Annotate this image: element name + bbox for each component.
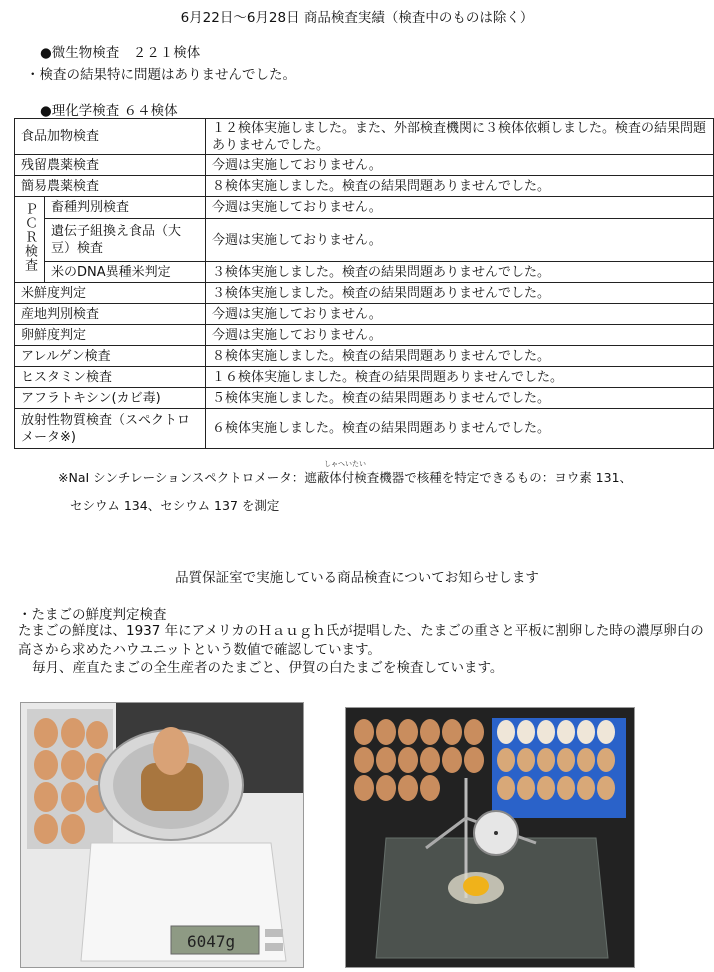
table-row bbox=[15, 197, 714, 219]
notice-subhead: ・たまごの鮮度判定検査 bbox=[18, 607, 167, 623]
row-result: ８検体実施しました。検査の結果問題ありませんでした。 bbox=[206, 176, 714, 197]
table-row bbox=[15, 325, 714, 346]
row-item: 食品加物検査 bbox=[15, 119, 206, 155]
row-result: ８検体実施しました。検査の結果問題ありませんでした。 bbox=[206, 346, 714, 367]
row-result: 今週は実施しておりません。 bbox=[206, 325, 714, 346]
row-item: アフラトキシン(カビ毒) bbox=[15, 388, 206, 409]
row-result: ５検体実施しました。検査の結果問題ありませんでした。 bbox=[206, 388, 714, 409]
table-row bbox=[15, 346, 714, 367]
micro-result: ・検査の結果特に問題はありませんでした。 bbox=[26, 67, 296, 83]
table-row bbox=[15, 219, 714, 262]
row-item: 残留農薬検査 bbox=[15, 155, 206, 176]
haugh-gauge-photo bbox=[345, 707, 635, 968]
table-row bbox=[15, 283, 714, 304]
row-result: 今週は実施しておりません。 bbox=[206, 219, 714, 262]
table-row bbox=[15, 262, 714, 283]
row-item: 産地判別検査 bbox=[15, 304, 206, 325]
row-result: １２検体実施しました。また、外部検査機関に３検体依頼しました。検査の結果問題ありませんでした。 bbox=[206, 119, 714, 155]
row-item: 米鮮度判定 bbox=[15, 283, 206, 304]
table-row bbox=[15, 367, 714, 388]
page-title: 6月22日～6月28日 商品検査実績（検査中のものは除く） bbox=[180, 10, 534, 26]
row-result: 今週は実施しておりません。 bbox=[206, 197, 714, 219]
row-result: ３検体実施しました。検査の結果問題ありませんでした。 bbox=[206, 262, 714, 283]
row-item: 遺伝子組換え食品（大豆）検査 bbox=[45, 219, 206, 262]
row-item: アレルゲン検査 bbox=[15, 346, 206, 367]
micro-heading: ●微生物検査 ２２１検体 bbox=[40, 45, 201, 61]
row-item: ヒスタミン検査 bbox=[15, 367, 206, 388]
notice-heading: 品質保証室で実施している商品検査についてお知らせします bbox=[175, 570, 539, 586]
egg-scale-photo bbox=[20, 702, 304, 968]
row-item: 畜種判別検査 bbox=[45, 197, 206, 219]
notice-paragraph-1: たまごの鮮度は、1937 年にアメリカのＨａｕｇｈ氏が提唱した、たまごの重さと平板に割卵した時の濃厚卵白の高さから求めたハウユニットという数値で確認しています。 bbox=[18, 623, 704, 658]
footnote-line-2: セシウム 134、セシウム 137 を測定 bbox=[70, 498, 280, 513]
scale-reading: 6047g bbox=[187, 932, 236, 951]
table-row bbox=[15, 155, 714, 176]
table-row bbox=[15, 304, 714, 325]
footnote-ruby: しゃへいたい bbox=[324, 460, 366, 468]
row-item: 簡易農薬検査 bbox=[15, 176, 206, 197]
row-item: 卵鮮度判定 bbox=[15, 325, 206, 346]
table-row bbox=[15, 388, 714, 409]
notice-paragraph-2: 毎月、産直たまごの全生産者のたまごと、伊賀の白たまごを検査しています。 bbox=[32, 660, 504, 676]
chem-results-table bbox=[14, 118, 714, 449]
row-result: 今週は実施しておりません。 bbox=[206, 155, 714, 176]
row-result: ６検体実施しました。検査の結果問題ありませんでした。 bbox=[206, 409, 714, 449]
row-result: ３検体実施しました。検査の結果問題ありませんでした。 bbox=[206, 283, 714, 304]
egg-scale-illustration bbox=[21, 703, 303, 967]
footnote-line-1: ※NaI シンチレーションスペクトロメータ：遮蔽体付検査機器で核種を特定できるもの：ヨウ素 131、 bbox=[58, 470, 633, 485]
row-result: 今週は実施しておりません。 bbox=[206, 304, 714, 325]
table-row bbox=[15, 176, 714, 197]
row-result: １６検体実施しました。検査の結果問題ありませんでした。 bbox=[206, 367, 714, 388]
row-item: 米のDNA異種米判定 bbox=[45, 262, 206, 283]
table-row bbox=[15, 119, 714, 155]
pcr-label: ＰＣＲ検査 bbox=[15, 197, 45, 283]
haugh-gauge-illustration bbox=[346, 708, 634, 967]
chem-heading: ●理化学検査 ６４検体 bbox=[40, 103, 178, 119]
row-item: 放射性物質検査（スペクトロメータ※) bbox=[15, 409, 206, 449]
table-row bbox=[15, 409, 714, 449]
